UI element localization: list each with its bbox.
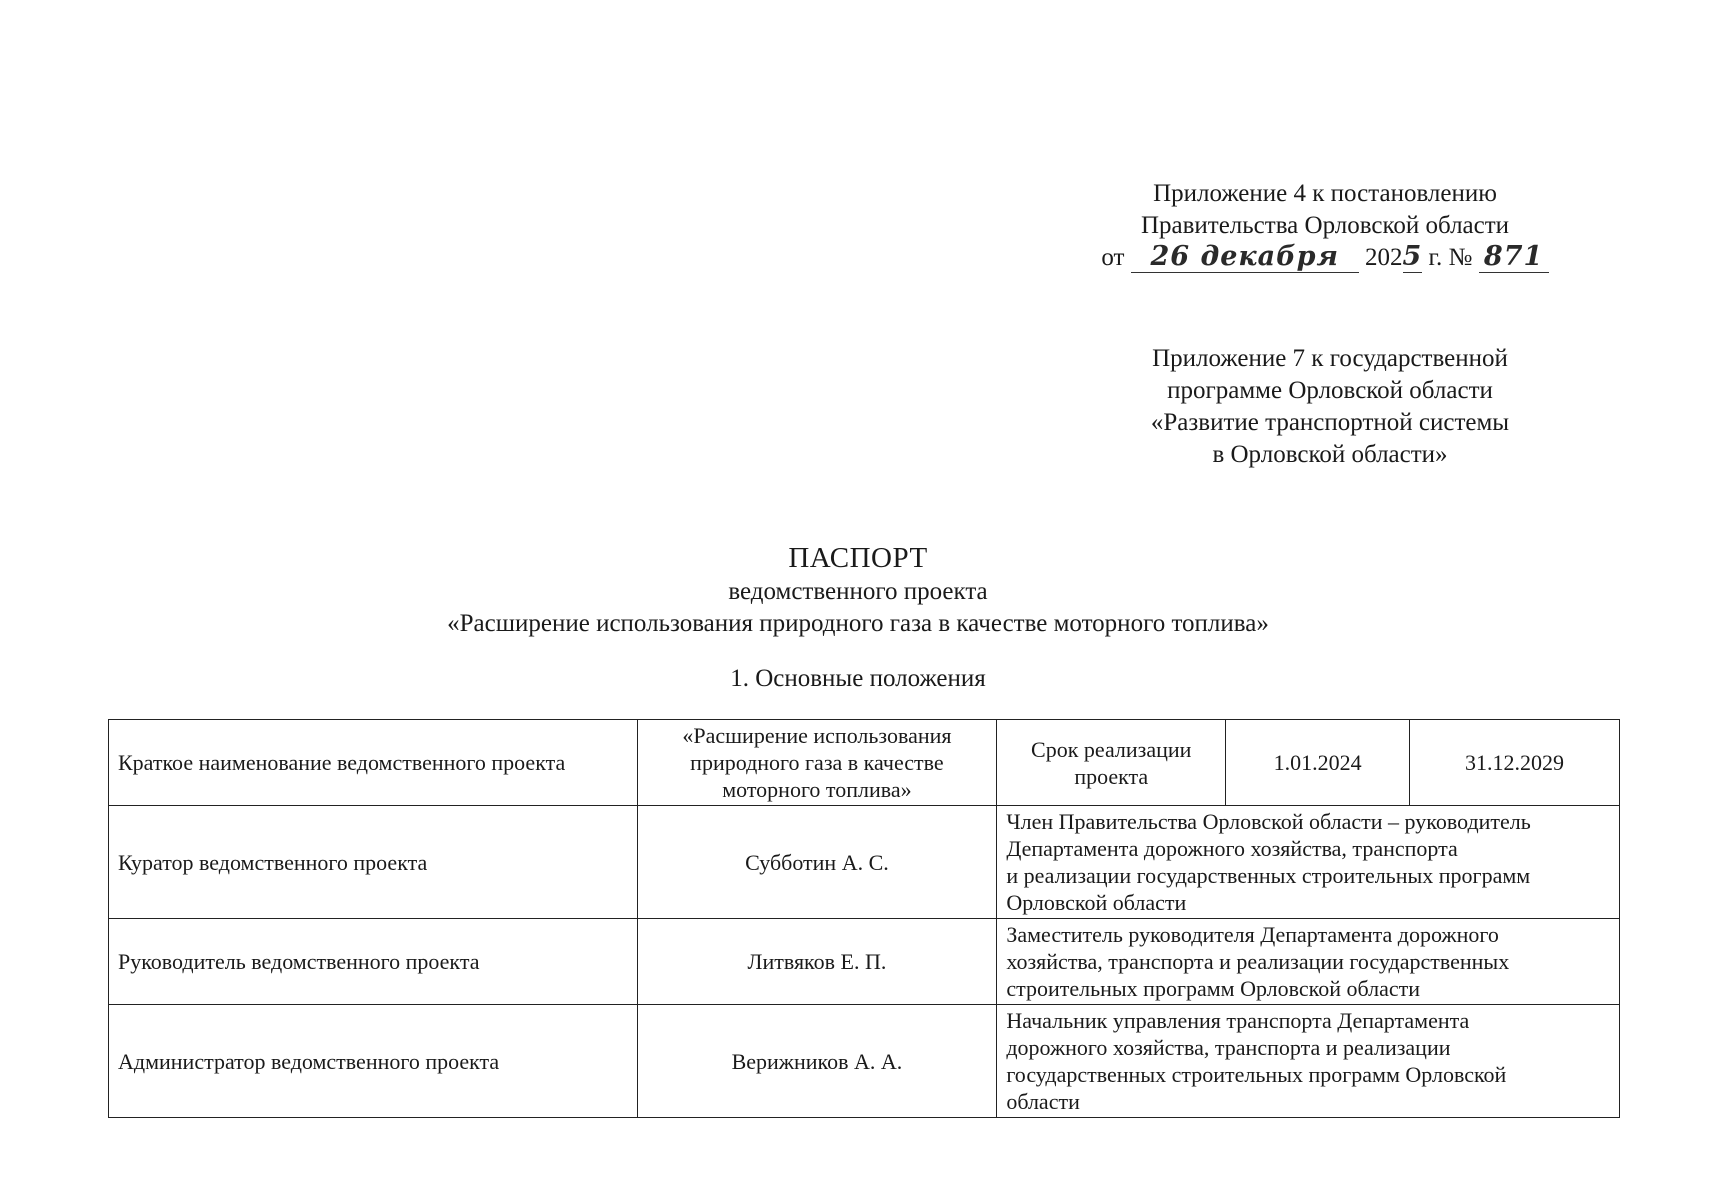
project-name: «Расширение использования природного газа в качестве моторного топлива» (447, 610, 1269, 637)
year-field (1403, 243, 1423, 273)
annex-line: в Орловской области» (1212, 441, 1448, 468)
number-field (1479, 243, 1549, 273)
position-cell (997, 919, 1620, 1005)
table-row (109, 806, 1620, 919)
term-label-cell (997, 720, 1226, 806)
row-label: Куратор ведомственного проекта (109, 806, 638, 919)
cell-line: дорожного хозяйства, транспорта и реализации (1006, 1035, 1451, 1060)
cell-line: проекта (1074, 763, 1149, 789)
cell-line: Срок реализации (1031, 736, 1192, 762)
annex-line: Приложение 7 к государственной (1152, 345, 1508, 372)
position-cell (997, 1005, 1620, 1118)
table-row (109, 919, 1620, 1005)
row-label: Администратор ведомственного проекта (109, 1005, 638, 1118)
cell-line: Орловской области (1006, 890, 1187, 915)
short-name-cell (637, 720, 997, 806)
row-label: Руководитель ведомственного проекта (109, 919, 638, 1005)
start-date: 1.01.2024 (1226, 720, 1410, 806)
main-provisions-table (108, 719, 1620, 1118)
cell-line: природного газа в качестве (690, 750, 944, 775)
person-name: Субботин А. С. (637, 806, 997, 919)
from-label: от (1101, 244, 1125, 271)
cell-line: Заместитель руководителя Департамента дорожного (1006, 922, 1499, 947)
end-date: 31.12.2029 (1410, 720, 1620, 806)
annex-line: Правительства Орловской области (1140, 212, 1510, 239)
year-suffix: г. № (1428, 244, 1473, 271)
position-cell (997, 806, 1620, 919)
resolution-date-line (1085, 242, 1565, 274)
cell-line: хозяйства, транспорта и реализации государственных (1006, 949, 1510, 974)
handwritten-number: 871 (1483, 241, 1544, 272)
person-name: Верижников А. А. (637, 1005, 997, 1118)
annex-header (1085, 178, 1565, 274)
cell-line: Начальник управления транспорта Департамента (1006, 1008, 1470, 1033)
cell-line: моторного топлива» (722, 777, 912, 802)
cell-line: государственных строительных программ Орловской (1006, 1062, 1507, 1087)
program-annex-header (1110, 343, 1550, 471)
cell-line: строительных программ Орловской области (1006, 976, 1421, 1001)
table-row (109, 720, 1620, 806)
cell-line: и реализации государственных строительных программ (1006, 863, 1531, 888)
year-prefix: 202 (1365, 244, 1403, 271)
section-heading: 1. Основные положения (730, 665, 986, 692)
document-title: ПАСПОРТ (788, 542, 928, 574)
document-subtitle: ведомственного проекта (728, 578, 988, 605)
cell-line: «Расширение использования (682, 723, 952, 748)
date-field (1131, 243, 1359, 273)
cell-line: Департамента дорожного хозяйства, транспорта (1006, 836, 1458, 861)
person-name: Литвяков Е. П. (637, 919, 997, 1005)
annex-line: «Развитие транспортной системы (1150, 409, 1510, 436)
annex-line: Приложение 4 к постановлению (1153, 180, 1497, 207)
handwritten-year: 5 (1402, 241, 1423, 272)
table-row (109, 1005, 1620, 1118)
handwritten-date: 26 декабря (1150, 241, 1340, 272)
cell-line: Член Правительства Орловской области – руководитель (1006, 809, 1531, 834)
annex-line: программе Орловской области (1167, 377, 1493, 404)
row-label: Краткое наименование ведомственного проекта (109, 720, 638, 806)
cell-line: области (1006, 1089, 1080, 1114)
